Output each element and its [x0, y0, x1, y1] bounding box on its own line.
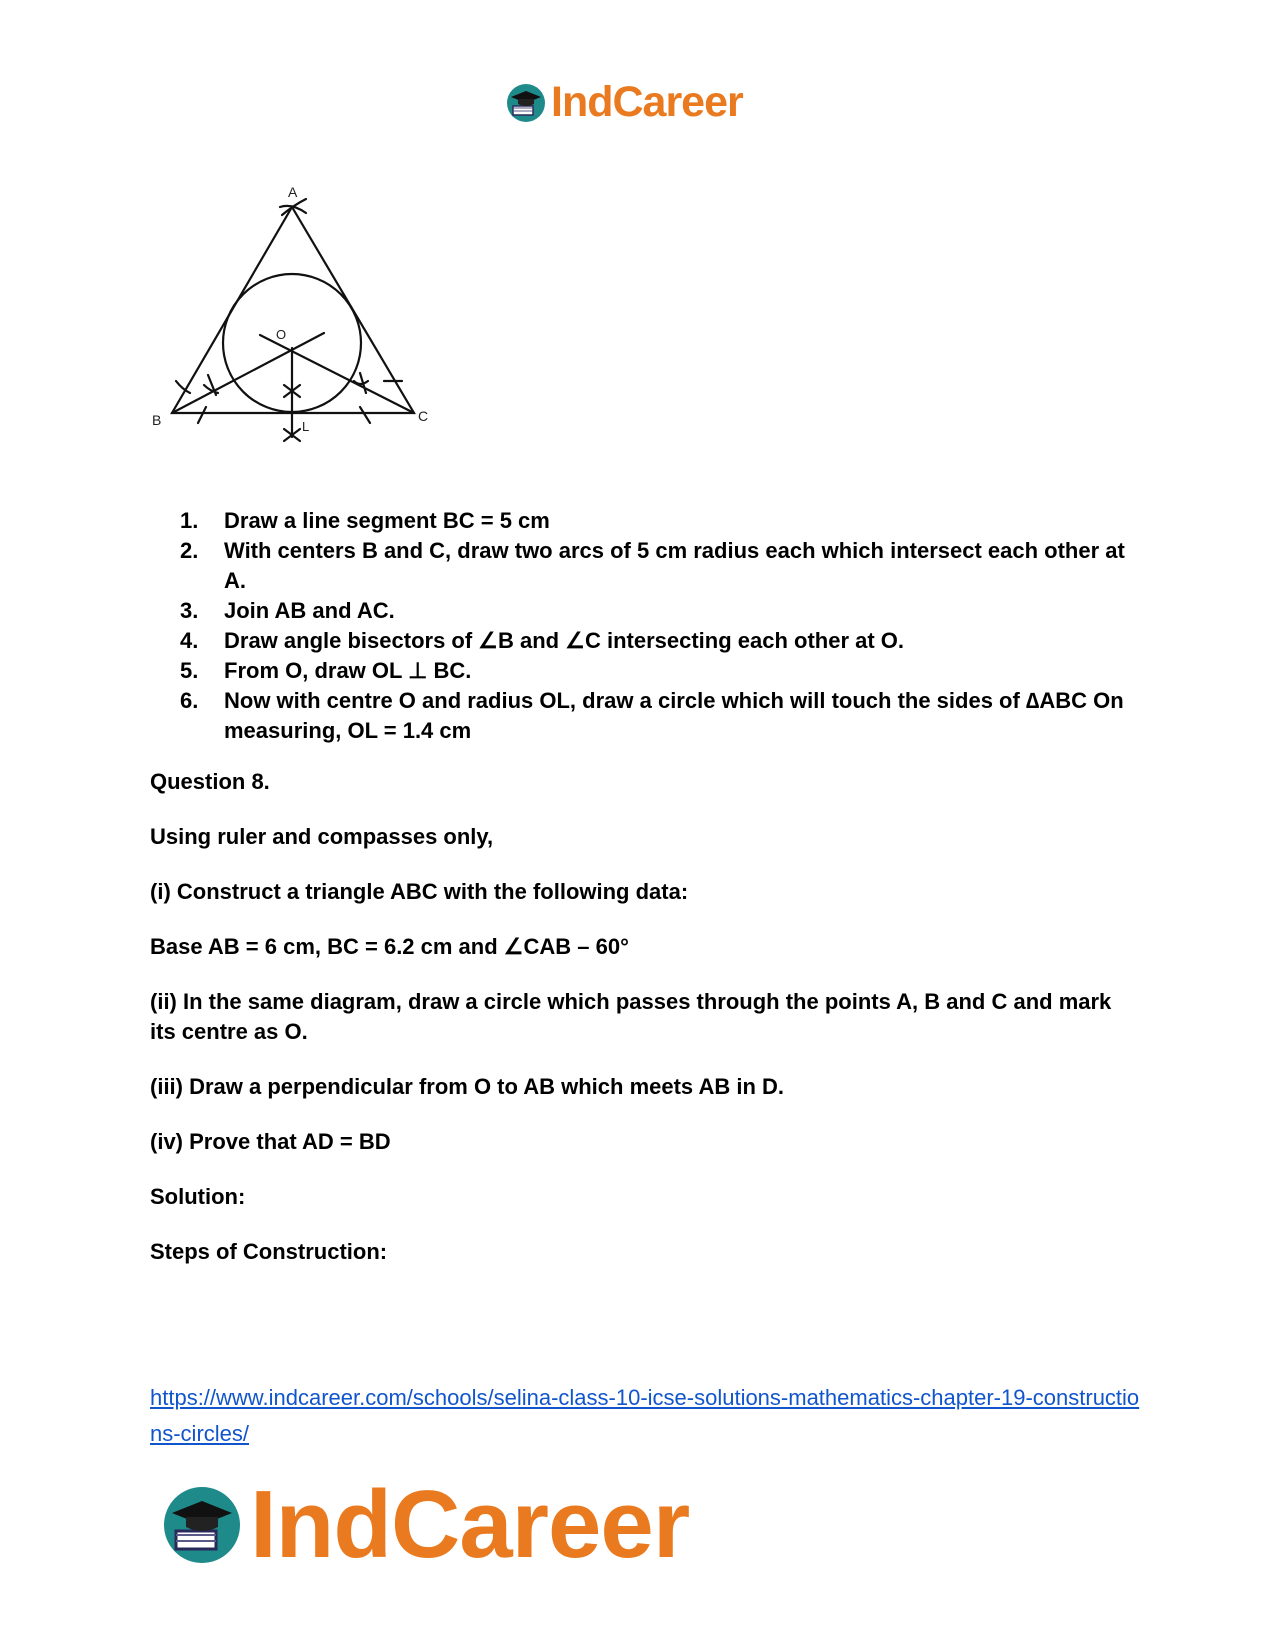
step-text: From O, draw OL ⊥ BC. [224, 658, 472, 683]
graduation-cap-book-icon [160, 1483, 244, 1567]
list-item [180, 506, 1140, 536]
construction-steps-list [180, 506, 1140, 746]
list-item [180, 656, 1140, 686]
step-text: Draw a line segment BC = 5 cm [224, 508, 550, 533]
solution-heading: Solution: [150, 1184, 246, 1209]
step-number: 3. [180, 598, 199, 623]
list-item [180, 686, 1140, 746]
footer-logo [160, 1470, 689, 1580]
step-number: 6. [180, 688, 199, 713]
step-text: Join AB and AC. [224, 598, 395, 623]
label-l: L [302, 419, 310, 434]
graduation-cap-book-icon [505, 82, 547, 124]
step-number: 2. [180, 538, 199, 563]
question-part-3: (iii) Draw a perpendicular from O to AB which meets AB in D. [150, 1074, 785, 1099]
incircle-construction-figure [152, 185, 452, 455]
question-title: Question 8. [150, 769, 270, 794]
question-part-1: (i) Construct a triangle ABC with the following data: [150, 879, 689, 904]
list-item [180, 626, 1140, 656]
label-c: C [418, 408, 429, 424]
step-text: Now with centre O and radius OL, draw a circle which will touch the sides of ∆ABC On measuring, OL = 1.4 cm [224, 688, 1124, 743]
step-number: 5. [180, 658, 199, 683]
question-part-4: (iv) Prove that AD = BD [150, 1129, 391, 1154]
logo-wordmark: IndCareer [250, 1471, 690, 1578]
label-a: A [288, 185, 298, 200]
step-number: 4. [180, 628, 199, 653]
question-data-line: Base AB = 6 cm, BC = 6.2 cm and ∠CAB – 60° [150, 934, 629, 959]
question-part-2: (ii) In the same diagram, draw a circle which passes through the points A, B and C and mark its centre as O. [150, 989, 1112, 1044]
label-b: B [152, 412, 162, 428]
step-text: Draw angle bisectors of ∠B and ∠C intersecting each other at O. [224, 628, 905, 653]
step-text: With centers B and C, draw two arcs of 5 cm radius each which intersect each other at A. [224, 538, 1125, 593]
steps-of-construction-heading: Steps of Construction: [150, 1239, 388, 1264]
question-intro: Using ruler and compasses only, [150, 824, 494, 849]
header-logo [505, 78, 743, 127]
list-item [180, 536, 1140, 596]
step-number: 1. [180, 508, 199, 533]
label-o: O [276, 327, 287, 342]
logo-wordmark: IndCareer [551, 78, 743, 126]
list-item [180, 596, 1140, 626]
source-link[interactable]: https://www.indcareer.com/schools/selina-class-10-icse-solutions-mathematics-chapter-19-constructions-circles/ [150, 1385, 1140, 1446]
